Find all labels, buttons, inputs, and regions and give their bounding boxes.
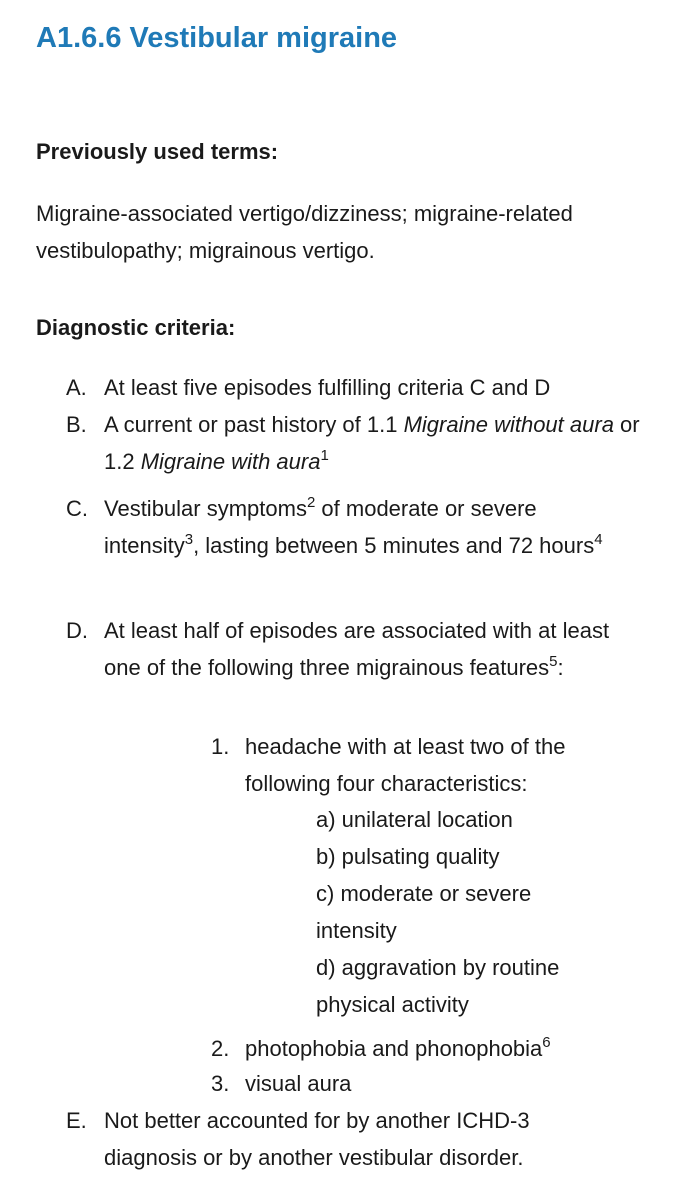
criterion-b-marker: B. (66, 412, 87, 437)
criterion-a-text: At least five episodes fulfilling criteria C and D (104, 375, 551, 400)
subcriterion-3-text: visual aura (245, 1071, 352, 1096)
criterion-e-marker: E. (66, 1108, 87, 1133)
criterion-d-marker: D. (66, 618, 88, 643)
subcriterion-1-marker: 1. (211, 734, 230, 759)
footnote-2: 2 (306, 494, 316, 511)
previously-used-terms-text: Migraine-associated vertigo/dizziness; migraine-related vestibulopathy; migrainous vertigo. (36, 201, 573, 263)
criterion-c-text: Vestibular symptoms$^2$ of moderate or severe intensity$^3$, lasting between 5 minutes and 72 hours$^4$ (104, 494, 603, 558)
previously-used-terms-heading: Previously used terms: (36, 139, 279, 164)
subcriterion-1-text: headache with at least two of the following four characteristics: (245, 734, 566, 796)
footnote-4: 4 (594, 531, 603, 548)
footnote-1: 1 (320, 447, 329, 464)
criterion-e-text: Not better accounted for by another ICHD-3 diagnosis or by another vestibular disorder. (104, 1108, 530, 1170)
footnote-6: 6 (542, 1034, 551, 1051)
subcriterion-2-marker: 2. (211, 1036, 230, 1061)
migraine-without-aura-ref: Migraine without aura (403, 412, 614, 437)
criterion-d-text: At least half of episodes are associated with at least one of the following three migrainous features$^5$: (104, 618, 610, 680)
criterion-c-marker: C. (66, 496, 88, 521)
footnote-3: 3 (184, 531, 194, 548)
diagnostic-criteria-heading: Diagnostic criteria: (36, 315, 236, 340)
criterion-a-marker: A. (66, 375, 87, 400)
footnote-5: 5 (549, 653, 558, 670)
subcriterion-3-marker: 3. (211, 1071, 230, 1096)
subcriterion-2-text: photophobia and phonophobia$^6$ (245, 1034, 551, 1061)
characteristic-a: a) unilateral location (316, 807, 513, 832)
page-title: A1.6.6 Vestibular migraine (36, 22, 398, 54)
characteristic-d: d) aggravation by routine physical activity (316, 955, 560, 1017)
characteristic-b: b) pulsating quality (316, 844, 500, 869)
characteristic-c: c) moderate or severe intensity (316, 881, 532, 943)
migraine-with-aura-ref: Migraine with aura (140, 449, 321, 474)
criterion-b-text: A current or past history of 1.1 Migraine without aura or 1.2 Migraine with aura$^1$ (104, 412, 640, 474)
